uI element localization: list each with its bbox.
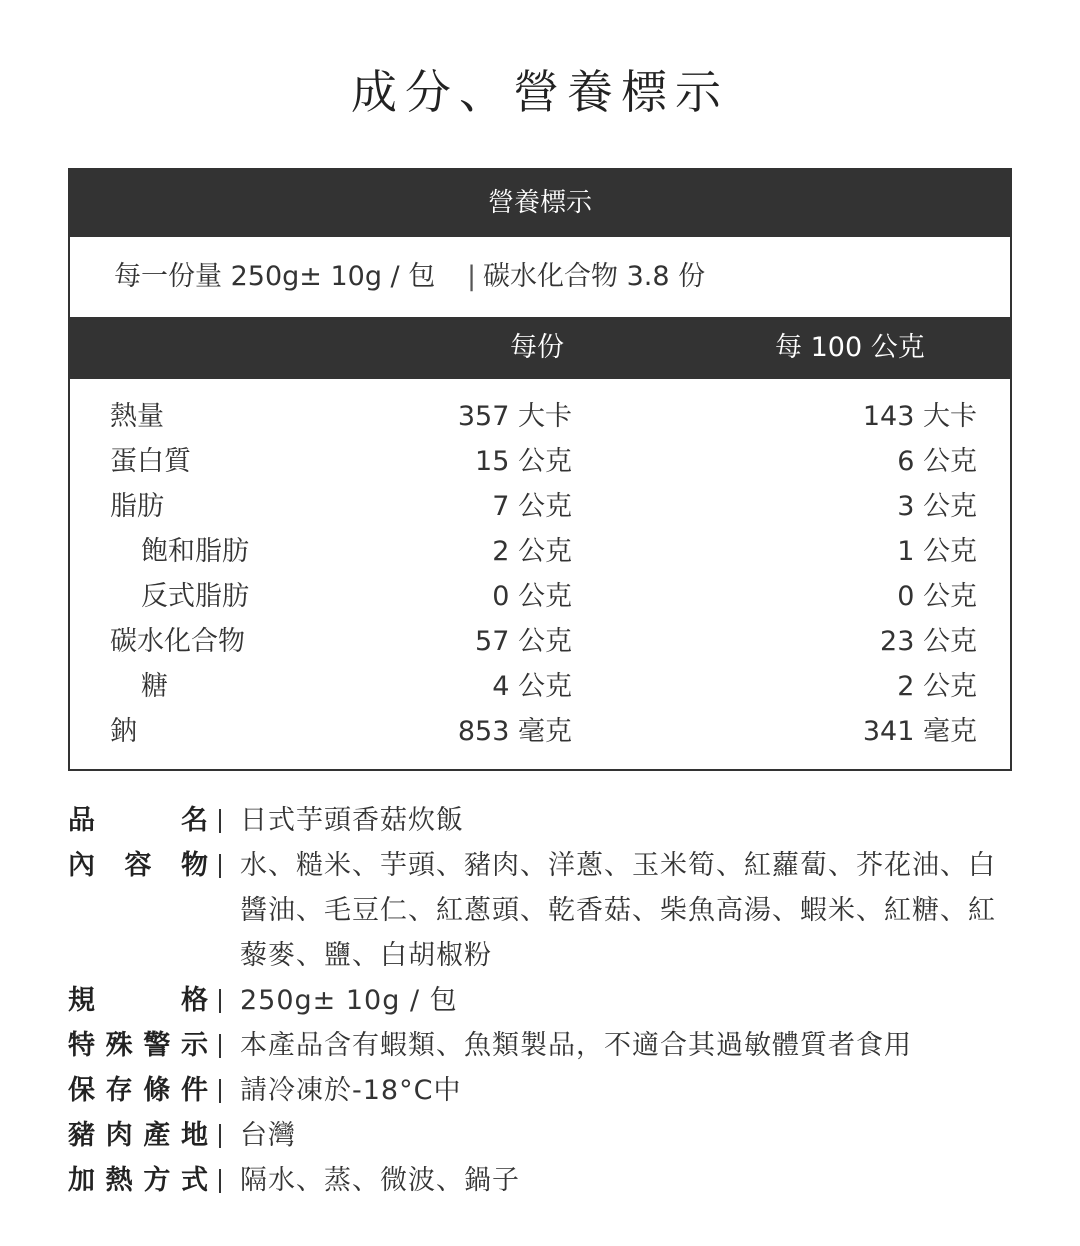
nutrient-per-serving: 15 公克 [475,446,572,477]
info-row-storage [68,1068,1012,1113]
info-row-warning [68,1023,1012,1068]
nutrient-row [70,709,1010,754]
nutrient-per-100g: 341 毫克 [862,716,977,747]
label-divider [219,1124,221,1148]
nutrient-per-serving: 7 公克 [492,491,572,522]
label-divider [219,809,221,833]
info-row-product-name [68,798,1012,843]
info-row-spec [68,978,1012,1023]
nutrition-facts-table [68,168,1012,771]
page-title: 成分、營養標示 [351,65,729,119]
label-divider [219,1079,221,1103]
info-value: 台灣 [240,1120,296,1151]
info-row-heating [68,1158,1012,1203]
label-char: 產 [143,1120,171,1151]
nutrient-row [70,394,1010,439]
info-label [68,1158,208,1203]
nutrient-name: 脂肪 [110,491,164,522]
label-char: 熱 [105,1165,133,1196]
nutrient-per-serving: 0 公克 [492,581,572,612]
nutrient-per-100g: 23 公克 [880,626,977,657]
label-char: 加 [68,1165,95,1196]
info-value: 水、糙米、芋頭、豬肉、洋蔥、玉米筍、紅蘿蔔、芥花油、白醬油、毛豆仁、紅蔥頭、乾香菇、柴魚高湯、蝦米、紅糖、紅藜麥、鹽、白胡椒粉 [240,850,996,971]
nutrient-per-serving: 2 公克 [492,536,572,567]
nutrient-row [70,529,1010,574]
label-char: 警 [143,1030,171,1061]
label-divider [219,1034,221,1058]
label-char: 方 [143,1165,171,1196]
label-divider [219,854,221,878]
column-per-100g: 每 100 公克 [775,332,925,363]
label-divider [219,989,221,1013]
nutrient-row [70,664,1010,709]
nutrient-per-100g: 1 公克 [897,536,977,567]
label-char: 殊 [105,1030,133,1061]
carb-servings: 碳水化合物 3.8 份 [483,261,706,292]
info-value: 250g± 10g / 包 [240,985,458,1016]
serving-size: 每一份量 250g± 10g / 包 [114,261,436,292]
nutrient-name: 碳水化合物 [110,626,245,657]
info-label [68,1113,208,1158]
label-char: 式 [180,1165,208,1196]
nutrient-name: 熱量 [110,401,164,432]
label-char: 規 [68,985,95,1016]
label-char: 件 [180,1075,208,1106]
nutrient-name: 飽和脂肪 [141,536,249,567]
label-char: 名 [181,805,208,836]
info-label [68,1068,208,1113]
nutrient-per-serving: 4 公克 [492,671,572,702]
label-char: 條 [143,1075,171,1106]
label-char: 物 [181,850,208,881]
info-row-ingredients [68,843,1012,978]
label-char: 容 [124,850,152,881]
serving-info-row [70,237,1010,317]
info-row-pork-origin [68,1113,1012,1158]
label-char: 示 [180,1030,208,1061]
nutrient-row [70,484,1010,529]
info-label [68,798,208,843]
info-label [68,843,208,888]
column-per-serving: 每份 [510,332,564,363]
label-char: 豬 [68,1120,95,1151]
nutrition-column-header [70,317,1010,379]
label-divider [219,1169,221,1193]
nutrient-per-100g: 0 公克 [897,581,977,612]
nutrient-row [70,574,1010,619]
label-char: 肉 [105,1120,133,1151]
nutrient-per-serving: 57 公克 [475,626,572,657]
nutrient-per-100g: 2 公克 [897,671,977,702]
label-char: 保 [68,1075,95,1106]
serving-separator: | [467,261,477,292]
nutrient-name: 反式脂肪 [141,581,249,612]
info-value: 隔水、蒸、微波、鍋子 [240,1165,520,1196]
nutrient-row [70,439,1010,484]
nutrient-per-100g: 6 公克 [897,446,977,477]
label-char: 格 [181,985,208,1016]
nutrient-rows [70,394,1010,754]
nutrient-name: 鈉 [110,716,137,747]
info-label [68,978,208,1023]
info-value: 日式芋頭香菇炊飯 [240,805,464,836]
nutrient-row [70,619,1010,664]
info-value: 請冷凍於-18°C中 [240,1075,462,1106]
label-char: 存 [105,1075,133,1106]
nutrient-per-serving: 357 大卡 [457,401,572,432]
label-char: 特 [68,1030,95,1061]
info-label [68,1023,208,1068]
nutrient-name: 蛋白質 [110,446,191,477]
label-char: 地 [180,1120,208,1151]
nutrient-per-serving: 853 毫克 [457,716,572,747]
product-info-section [68,798,1012,1203]
nutrient-name: 糖 [141,671,168,702]
info-value: 本產品含有蝦類、魚類製品，不適合其過敏體質者食用 [240,1030,912,1061]
label-char: 品 [68,805,95,836]
nutrition-table-header: 營養標示 [70,170,1010,237]
nutrient-per-100g: 143 大卡 [862,401,977,432]
nutrient-per-100g: 3 公克 [897,491,977,522]
label-char: 內 [68,850,95,881]
